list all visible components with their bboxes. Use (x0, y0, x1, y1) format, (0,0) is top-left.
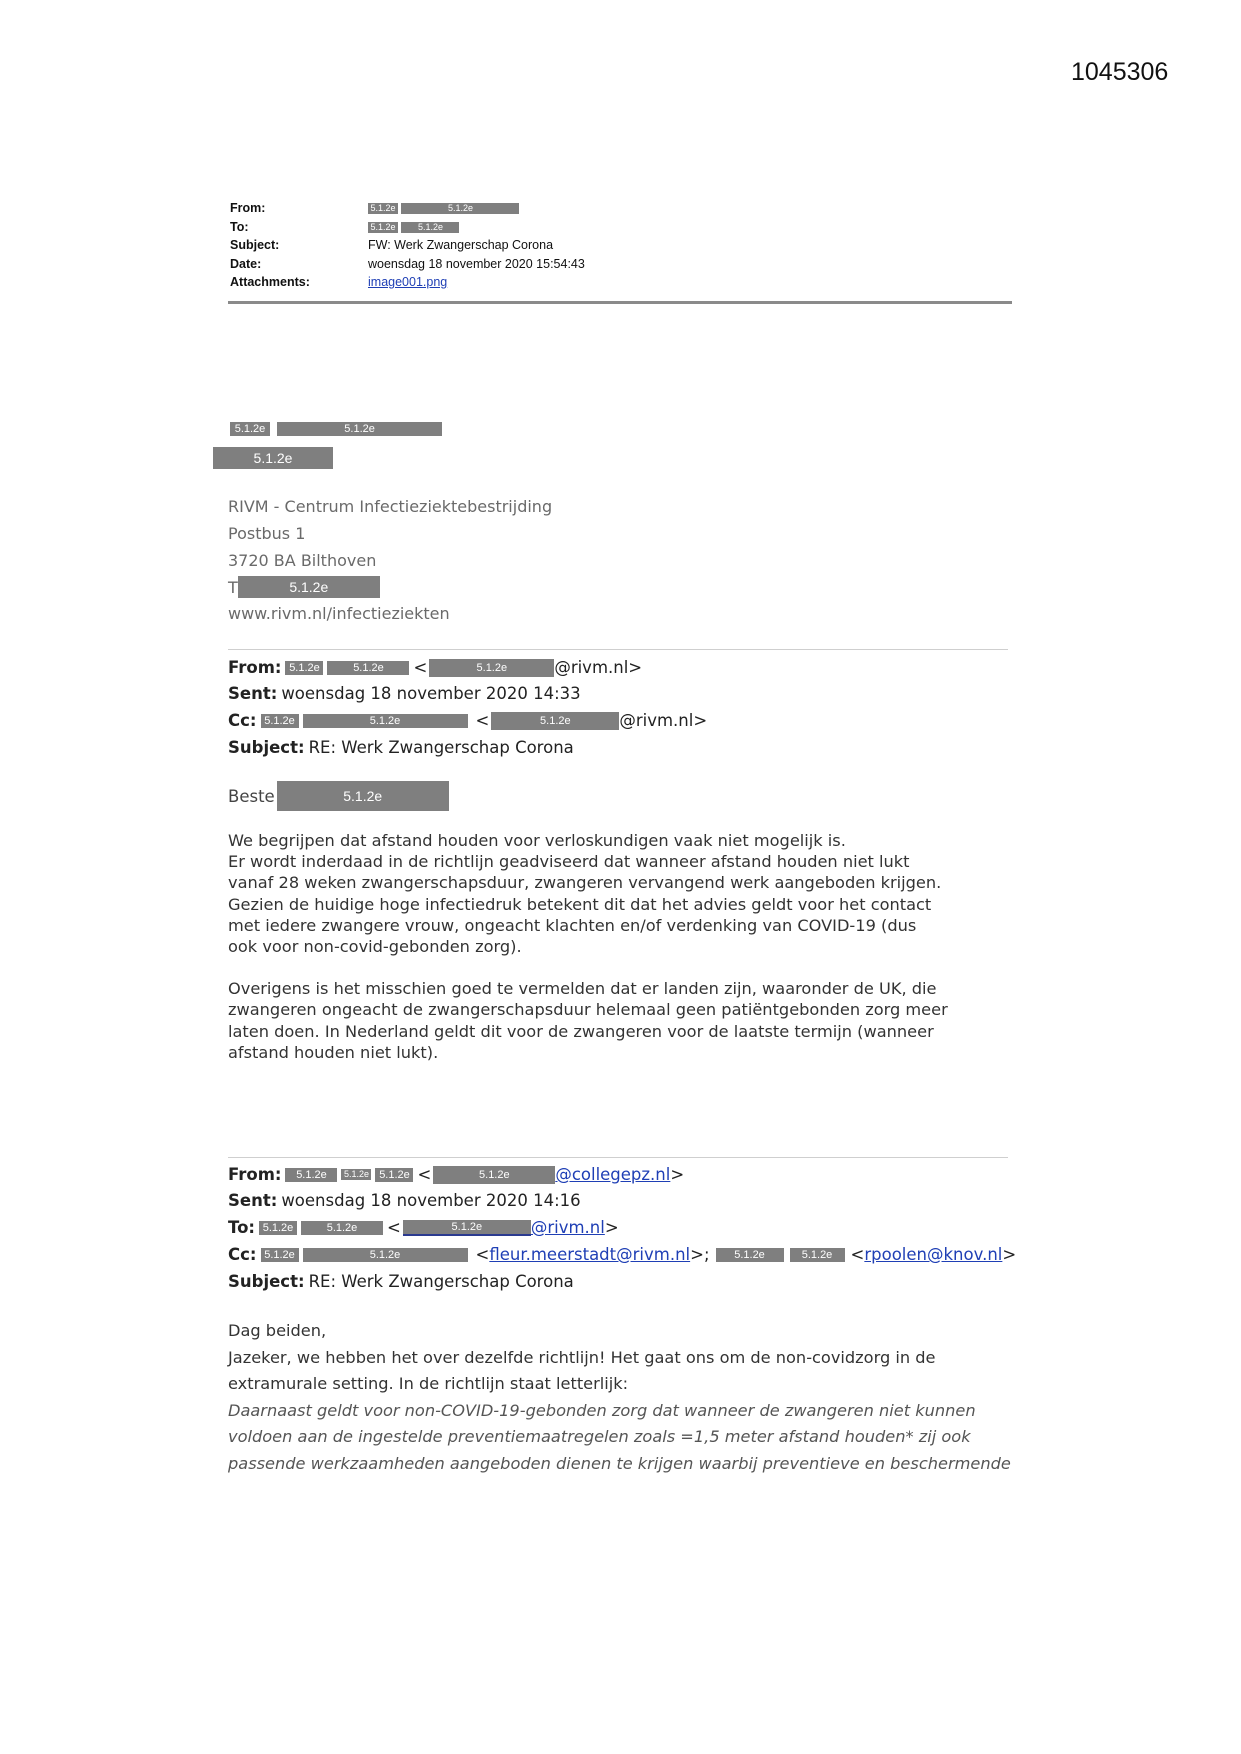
msg1-cc-row (228, 711, 707, 730)
msg1-subject-row (228, 738, 574, 757)
angle-open: < (387, 1218, 401, 1237)
msg2-subject-label: Subject: (228, 1272, 305, 1291)
msg1-sent-label: Sent: (228, 684, 278, 703)
msg1-paragraph-2 (228, 978, 1028, 1063)
msg1-from-email-suffix: @rivm.nl> (554, 658, 643, 677)
redaction: 5.1.2e (301, 1221, 383, 1235)
header-from-value (368, 201, 519, 215)
redaction: 5.1.2e (259, 1221, 297, 1235)
angle-open: < (475, 1245, 490, 1264)
msg2-sent-label: Sent: (228, 1191, 278, 1210)
text-line: laten doen. In Nederland geldt dit voor de zwangeren voor de laatste termijn (wanneer (228, 1021, 934, 1041)
redaction: 5.1.2e (285, 661, 323, 675)
redaction: 5.1.2e (716, 1248, 784, 1262)
msg1-from-row (228, 658, 642, 677)
header-subject-label: Subject: (230, 238, 280, 253)
text-line: afstand houden niet lukt). (228, 1042, 439, 1062)
cc-email-2[interactable]: rpoolen@knov.nl (864, 1245, 1003, 1264)
guideline-quote-line: passende werkzaamheden aangeboden dienen te krijgen waarbij preventieve en beschermende (228, 1453, 1011, 1473)
signature-address2: 3720 BA Bilthoven (228, 551, 377, 570)
msg1-cc-label: Cc: (228, 711, 257, 730)
separator (228, 649, 1008, 650)
signature-website: www.rivm.nl/infectieziekten (228, 604, 450, 623)
msg2-subject-row (228, 1272, 574, 1291)
text-line: Dag beiden, (228, 1321, 327, 1340)
msg2-cc-label: Cc: (228, 1245, 257, 1264)
redaction: 5.1.2e (403, 1220, 531, 1236)
header-date-row (230, 255, 1010, 274)
msg2-to-label: To: (228, 1218, 255, 1237)
angle-open: < (850, 1245, 865, 1264)
msg2-sent-row (228, 1191, 581, 1210)
msg2-cc-row (228, 1245, 1016, 1264)
header-to-row (230, 218, 1010, 237)
msg1-cc-email-suffix: @rivm.nl> (619, 711, 708, 730)
text-line: ook voor non-covid-gebonden zorg). (228, 937, 522, 957)
message2-body (228, 1318, 1018, 1477)
msg2-sent-value: woensdag 18 november 2020 14:16 (281, 1191, 581, 1210)
message1-body (228, 830, 1028, 1084)
header-date-label: Date: (230, 256, 262, 271)
message1-header (228, 656, 1028, 766)
text-line: zwangeren ongeacht de zwangerschapsduur helemaal geen patiëntgebonden zorg meer (228, 1000, 948, 1020)
redaction: 5.1.2e (401, 203, 519, 214)
attachment-link[interactable]: image001.png (368, 275, 448, 290)
redaction: 5.1.2e (261, 1248, 299, 1262)
angle-close: > (670, 1165, 685, 1184)
header-date-value: woensdag 18 november 2020 15:54:43 (368, 256, 585, 271)
redaction: 5.1.2e (303, 714, 468, 728)
header-subject-value: FW: Werk Zwangerschap Corona (368, 238, 554, 253)
redaction: 5.1.2e (790, 1248, 845, 1262)
separator (228, 1157, 1008, 1158)
redaction: 5.1.2e (303, 1248, 468, 1262)
msg2-from-row (228, 1165, 684, 1184)
guideline-quote-line: voldoen aan de ingestelde preventiemaatregelen zoals =1,5 meter afstand houden* zij ook (228, 1427, 971, 1446)
header-attachments-label: Attachments: (230, 275, 310, 290)
redaction: 5.1.2e (238, 576, 380, 598)
msg2-from-email-suffix[interactable]: @collegepz.nl (555, 1165, 671, 1184)
document-number: 1045306 (1071, 58, 1169, 86)
redaction: 5.1.2e (433, 1166, 555, 1184)
text-line: vanaf 28 weken zwangerschapsduur, zwangeren vervangend werk aangeboden krijgen. (228, 873, 942, 893)
redaction: 5.1.2e (230, 422, 270, 436)
text-line: Er wordt inderdaad in de richtlijn geadviseerd dat wanneer afstand houden niet lukt (228, 852, 910, 872)
msg2-subject-value: RE: Werk Zwangerschap Corona (308, 1272, 574, 1291)
redaction: 5.1.2e (261, 714, 299, 728)
angle-close: > (1002, 1245, 1017, 1264)
signature-address1: Postbus 1 (228, 524, 306, 543)
redaction: 5.1.2e (429, 659, 554, 677)
header-to-label: To: (230, 219, 249, 234)
text-line: met iedere zwangere vrouw, ongeacht klachten en/of verdenking van COVID-19 (dus (228, 915, 917, 935)
angle-close: > (604, 1218, 619, 1237)
redaction: 5.1.2e (285, 1168, 337, 1182)
msg1-greeting (228, 781, 449, 811)
greeting-text: Beste (228, 786, 275, 806)
redaction: 5.1.2e (327, 661, 409, 675)
msg2-to-row (228, 1218, 619, 1237)
text-line: Gezien de huidige hoge infectiedruk betekent dit dat het advies geldt voor het contact (228, 894, 932, 914)
header-attachments-row (230, 273, 1010, 292)
msg1-sent-row (228, 684, 581, 703)
redaction: 5.1.2e (375, 1168, 413, 1182)
cc-email-1[interactable]: fleur.meerstadt@rivm.nl (489, 1245, 691, 1264)
msg1-sent-value: woensdag 18 november 2020 14:33 (281, 684, 581, 703)
msg2-to-email-suffix[interactable]: @rivm.nl (530, 1218, 605, 1237)
angle-close-semicolon: >; (690, 1245, 710, 1264)
angle-open: < (475, 711, 490, 730)
redaction: 5.1.2e (368, 203, 398, 214)
header-subject-row (230, 236, 1010, 255)
text-line: Jazeker, we hebben het over dezelfde richtlijn! Het gaat ons om de non-covidzorg in de (228, 1347, 936, 1367)
guideline-quote-line: Daarnaast geldt voor non-COVID-19-gebonden zorg dat wanneer de zwangeren niet kunnen (228, 1400, 976, 1420)
redaction: 5.1.2e (368, 222, 398, 233)
header-from-row (230, 199, 1010, 218)
sender-name-redaction (230, 418, 442, 437)
sender-title-redaction (213, 447, 333, 469)
text-line: We begrijpen dat afstand houden voor verloskundigen vaak niet mogelijk is. (228, 831, 846, 850)
msg1-paragraph-1 (228, 830, 1028, 957)
redaction: 5.1.2e (213, 447, 333, 469)
redaction: 5.1.2e (401, 222, 459, 233)
email-print-header (230, 199, 1010, 292)
text-line: extramurale setting. In de richtlijn staat letterlijk: (228, 1374, 629, 1393)
msg1-subject-label: Subject: (228, 738, 305, 757)
redaction: 5.1.2e (277, 781, 449, 811)
text-line: Overigens is het misschien goed te vermelden dat er landen zijn, waaronder de UK, die (228, 979, 937, 999)
redaction: 5.1.2e (491, 712, 619, 730)
phone-prefix: T (228, 577, 238, 597)
redaction: 5.1.2e (341, 1169, 371, 1180)
message2-header (228, 1163, 1028, 1291)
msg1-subject-value: RE: Werk Zwangerschap Corona (308, 738, 574, 757)
angle-open: < (413, 658, 428, 677)
msg1-from-label: From: (228, 658, 282, 677)
header-to-value (368, 220, 459, 234)
signature-org: RIVM - Centrum Infectieziektebestrijding (228, 497, 553, 516)
header-from-label: From: (230, 201, 266, 216)
redaction: 5.1.2e (277, 422, 442, 436)
signature-phone (228, 576, 380, 598)
header-divider (228, 301, 1012, 304)
msg2-from-label: From: (228, 1165, 282, 1184)
angle-open: < (417, 1165, 432, 1184)
